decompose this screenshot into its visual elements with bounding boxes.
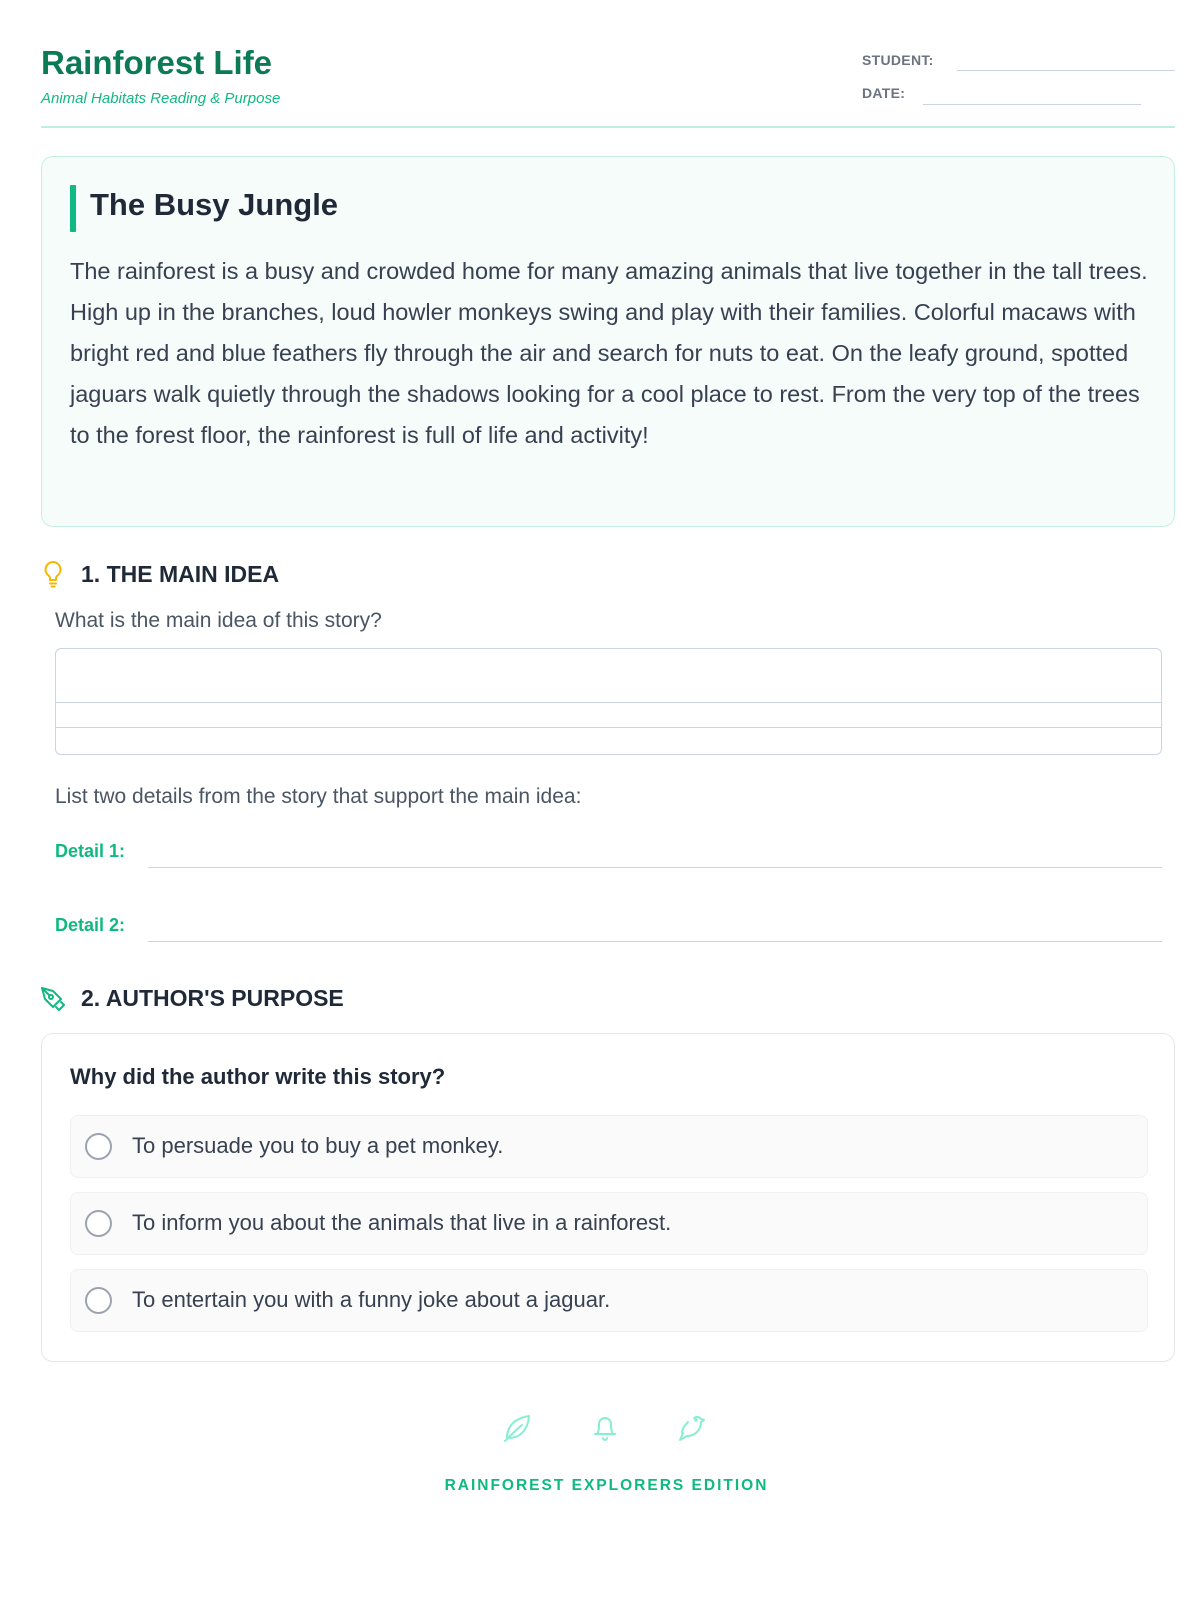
footer-edition-label: RAINFOREST EXPLORERS EDITION [444,1477,769,1494]
story-passage: The rainforest is a busy and crowded home for many amazing animals that live together in the tall trees. High up in the branches, loud howler monkeys swing and play with their families. Colorful macaws with bright red and blue feathers fly through the air and search for nuts to eat. On the leafy ground, spotted jaguars walk quietly through the shadows looking for a cool place to rest. From the very top of the trees to the forest floor, the rainforest is full of life and activity! [70,258,1148,448]
purpose-question: Why did the author write this story? [70,1064,446,1089]
option-label: To persuade you to buy a pet monkey. [132,1133,504,1158]
student-name-field[interactable] [957,70,1175,71]
lightbulb-icon [42,560,64,593]
pen-tool-icon [40,986,66,1017]
detail-2-field[interactable] [148,941,1162,942]
bird-icon [674,1410,708,1449]
leaf-icon [501,1410,535,1449]
main-idea-question: What is the main idea of this story? [55,609,382,632]
details-prompt: List two details from the story that support the main idea: [55,785,582,808]
date-label: DATE: [862,85,906,101]
detail-2-label: Detail 2: [55,915,126,935]
detail-1-field[interactable] [148,867,1162,868]
purpose-option-entertain[interactable] [70,1269,1148,1332]
purpose-option-persuade[interactable] [70,1115,1148,1178]
worksheet-header [41,40,1175,128]
bell-icon [588,1410,622,1449]
main-idea-answer-box[interactable] [55,648,1162,755]
answer-rule-line [56,727,1161,728]
story-card [41,156,1175,527]
authors-purpose-card [41,1033,1175,1362]
option-label: To inform you about the animals that live in a rainforest. [132,1210,672,1235]
radio-button[interactable] [85,1210,112,1237]
story-accent-bar [70,185,76,232]
option-label: To entertain you with a funny joke about a jaguar. [132,1287,611,1312]
authors-purpose-heading: 2. AUTHOR'S PURPOSE [81,985,344,1011]
radio-button[interactable] [85,1133,112,1160]
radio-button[interactable] [85,1287,112,1314]
answer-rule-line [56,702,1161,703]
worksheet-subtitle: Animal Habitats Reading & Purpose [41,90,281,107]
date-field[interactable] [923,104,1141,105]
detail-1-label: Detail 1: [55,841,126,861]
worksheet-title: Rainforest Life [41,44,273,81]
student-label: STUDENT: [862,52,934,68]
main-idea-heading: 1. THE MAIN IDEA [81,561,280,587]
story-title: The Busy Jungle [90,187,339,222]
purpose-option-inform[interactable] [70,1192,1148,1255]
